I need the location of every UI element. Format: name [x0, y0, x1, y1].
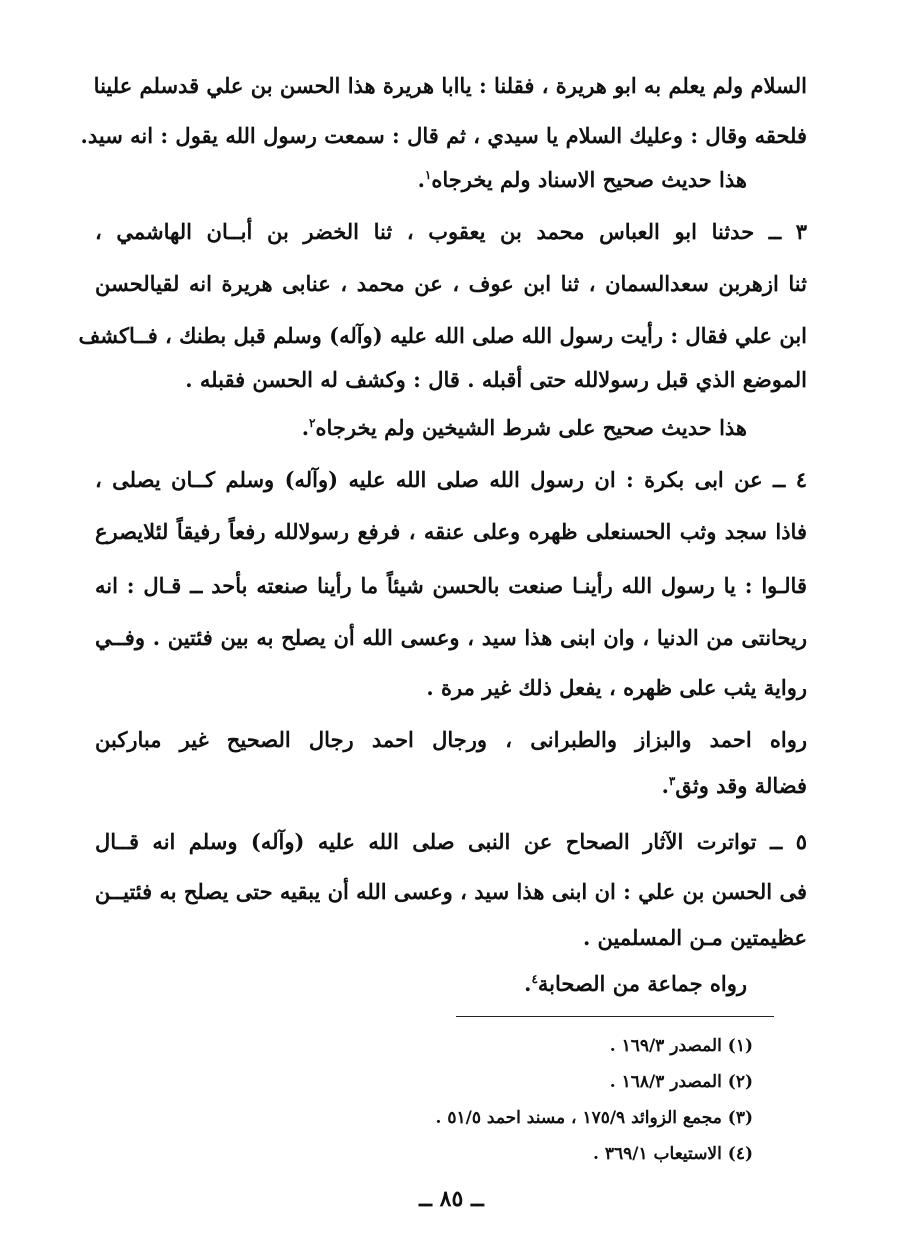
sentence-end: . [417, 167, 425, 192]
body-line-1: السلام ولم يعلم به ابو هريرة ، فقلنا : ياابا هريرة هذا الحسن بن علي قدسلم علينا [93, 73, 807, 98]
footnote-ref-3: ٣ [668, 774, 676, 788]
body-line-12: ريحانتى من الدنيا ، وان ابنى هذا سيد ، وعسى الله أن يصلح به بين فئتين . وفــي [95, 625, 807, 650]
body-line-3-text: هذا حديث صحيح الاسناد ولم يخرجاه [431, 167, 747, 192]
body-line-3 [418, 166, 747, 194]
footnote-ref-2: ٢ [309, 416, 316, 430]
body-line-19 [524, 970, 747, 998]
body-line-18: عظيمتين مـن المسلمين . [582, 925, 807, 950]
footnote-ref-4: ٤ [531, 972, 538, 986]
page-number: ــ ٨٥ ــ [419, 1186, 484, 1212]
sentence-end: . [661, 773, 669, 798]
footnote-2: (٢) المصدر ١٦٨/٣ . [609, 1072, 753, 1092]
body-line-16: ٥ ــ تواترت الآثار الصحاح عن النبى صلى الله عليه (وآله) وسلم انه قــال [95, 829, 807, 854]
body-line-14: رواه احمد والبزاز والطبرانى ، ورجال احمد رجال الصحيح غير مباركبن [95, 727, 807, 752]
footnote-4: (٤) الاستيعاب ٣٦٩/١ . [593, 1144, 753, 1164]
body-line-15 [662, 772, 807, 800]
body-line-8 [302, 414, 747, 442]
body-line-4: ٣ ــ حدثنا ابو العباس محمد بن يعقوب ، ثنا الخضر بن أبــان الهاشمي ، [95, 219, 807, 244]
body-line-15-text: فضالة وقد وثق [675, 773, 807, 798]
body-line-6: ابن علي فقال : رأيت رسول الله صلى الله عليه (وآله) وسلم قبل بطنك ، فــاكشف [78, 323, 807, 348]
footnote-3: (٣) مجمع الزوائد ١٧٥/٩ ، مسند احمد ٥١/٥ . [435, 1108, 753, 1128]
body-line-17: فى الحسن بن علي : ان ابنى هذا سيد ، وعسى الله أن يبقيه حتى يصلح به فئتيــن [94, 879, 807, 904]
sentence-end: . [301, 415, 310, 440]
body-line-2: فلحقه وقال : وعليك السلام يا سيدي ، ثم قال : سمعت رسول الله يقول : انه سيد. [80, 123, 807, 148]
body-line-9: ٤ ــ عن ابى بكرة : ان رسول الله صلى الله عليه (وآله) وسلم كــان يصلى ، [95, 467, 807, 492]
body-line-7: الموضع الذي قبل رسولالله حتى أقبله . قال : وكشف له الحسن فقبله . [185, 367, 807, 392]
footnote-ref-1: ١ [424, 168, 432, 182]
sentence-end: . [524, 971, 532, 996]
body-line-13: رواية يثب على ظهره ، يفعل ذلك غير مرة . [426, 675, 807, 700]
body-line-10: فاذا سجد وثب الحسنعلى ظهره وعلى عنقه ، فرفع رسولالله رفعاً رفيقاً لئلايصرع [95, 519, 807, 544]
body-line-8-text: هذا حديث صحيح على شرط الشيخين ولم يخرجاه [315, 415, 747, 440]
footnote-separator [456, 1016, 774, 1017]
body-line-5: ثنا ازهربن سعدالسمان ، ثنا ابن عوف ، عن محمد ، عنابى هريرة انه لقيالحسن [95, 271, 807, 296]
body-line-19-text: رواه جماعة من الصحابة [537, 971, 747, 996]
footnote-1: (١) المصدر ١٦٩/٣ . [609, 1036, 753, 1056]
body-line-11: قالـوا : يا رسول الله رأينـا صنعت بالحسن شيئاً ما رأينا صنعته بأحد ــ قـال : انه [95, 573, 807, 598]
